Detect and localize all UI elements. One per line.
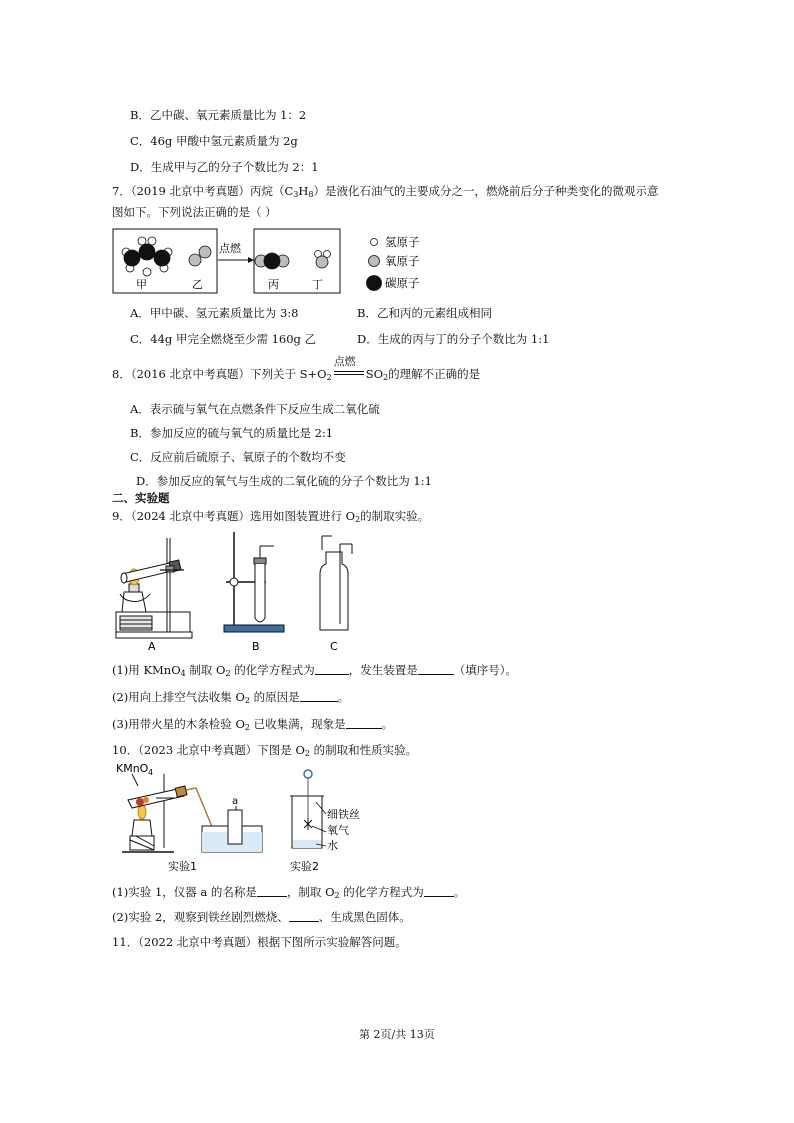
q9-part2: (2)用向上排空气法收集 $O_2$ 的原因是 。 — [112, 690, 350, 705]
q7-option-d: D．生成的丙与丁的分子个数比为 1:1 — [357, 332, 550, 346]
q10-apparatus — [112, 760, 372, 880]
q7-option-a: A．甲中碳、氢元素质量比为 3:8 — [130, 306, 299, 320]
water-molecule — [315, 251, 331, 269]
q6-option-b: B．乙中碳、氧元素质量比为 1：2 — [130, 108, 307, 122]
answer-blank[interactable] — [300, 690, 338, 702]
q10-stem: 10．（2023 北京中考真题）下图是 $O_2$ 的制取和性质实验。 — [112, 743, 418, 758]
experiment-2 — [290, 770, 326, 848]
label-iron-wire: 细铁丝 — [327, 808, 360, 821]
kmno4-label: KMnO — [116, 762, 149, 775]
apparatus-b — [224, 532, 284, 632]
q6-option-c: C．46g 甲酸中氢元素质量为 2g — [130, 134, 298, 148]
q8-option-a: A．表示硫与氧气在点燃条件下反应生成二氧化硫 — [130, 402, 380, 416]
q7-option-b: B．乙和丙的元素组成相同 — [357, 306, 492, 320]
arrow-icon — [248, 257, 254, 263]
legend — [367, 239, 382, 291]
answer-blank[interactable] — [315, 663, 349, 675]
section-title: 二、实验题 — [112, 491, 170, 505]
q10-part1: (1)实验 1，仪器 a 的名称是 ，制取 $O_2$ 的化学方程式为 。 — [112, 885, 466, 900]
q8-option-d: D．参加反应的氧气与生成的二氧化硫的分子个数比为 1:1 — [136, 474, 432, 488]
answer-blank[interactable] — [424, 885, 454, 897]
legend-hydrogen: 氢原子 — [385, 235, 420, 249]
label-ding: 丁 — [312, 278, 323, 291]
q7-stem-line1: 7．（2019 北京中考真题）丙烷$(C_3H_8)$是液化石油气的主要成分之一，燃烧前后分子种类变化的微观示意 — [112, 184, 659, 199]
q8-stem: 8．（2016 北京中考真题）下列关于 $S+O_2$ 点燃 $SO_2$的理解不正确的是 — [112, 355, 481, 382]
label-oxygen: 氧气 — [327, 824, 349, 837]
label-jia: 甲 — [136, 278, 147, 291]
q8-option-b: B．参加反应的硫与氧气的质量比是 2:1 — [130, 426, 334, 440]
kmno4-sub: 4 — [148, 768, 154, 777]
answer-blank[interactable] — [289, 910, 319, 922]
label-bing: 丙 — [268, 278, 279, 291]
arrow-condition: 点燃 — [219, 242, 241, 255]
label-exp1: 实验1 — [168, 860, 197, 873]
q6-option-d: D．生成甲与乙的分子个数比为 2：1 — [130, 160, 319, 174]
q9-apparatus — [112, 530, 372, 655]
apparatus-a — [116, 538, 192, 638]
experiment-1 — [122, 774, 262, 852]
q7-option-c: C．44g 甲完全燃烧至少需 160g 乙 — [130, 332, 317, 346]
label-a: A — [148, 640, 156, 653]
reaction-condition: 点燃 — [332, 367, 366, 381]
q7-stem-line2: 图如下。下列说法正确的是（ ） — [112, 205, 277, 219]
q7-micro-diagram — [112, 228, 462, 296]
label-b: B — [252, 640, 260, 653]
page-number: 第 2页/共 13页 — [359, 1028, 435, 1041]
hydrogen-atom-icon — [371, 239, 378, 246]
label-yi: 乙 — [192, 278, 203, 291]
answer-blank[interactable] — [346, 717, 382, 729]
apparatus-c — [320, 536, 352, 630]
label-instrument-a: a — [232, 796, 239, 807]
oxygen-molecule — [189, 246, 211, 266]
carbon-atom-icon — [367, 276, 382, 291]
oxygen-atom-icon — [369, 256, 380, 267]
answer-blank[interactable] — [418, 663, 454, 675]
co2-molecule — [255, 253, 289, 269]
q9-stem: 9．（2024 北京中考真题）选用如图装置进行 $O_2$的制取实验。 — [112, 509, 430, 524]
label-exp2: 实验2 — [290, 860, 319, 873]
legend-carbon: 碳原子 — [385, 276, 420, 290]
q9-part1: (1)用 KMnO$_4$ 制取 $O_2$ 的化学方程式为 ，发生装置是 （填序号）。 — [112, 663, 517, 678]
legend-oxygen: 氧原子 — [385, 254, 420, 268]
label-water: 水 — [327, 839, 338, 852]
label-c: C — [330, 640, 338, 653]
q10-part2: (2)实验 2，观察到铁丝剧烈燃烧、 、生成黑色固体。 — [112, 910, 411, 924]
q9-part3: (3)用带火星的木条检验 $O_2$ 已收集满，现象是 。 — [112, 717, 394, 732]
q11-stem: 11．（2022 北京中考真题）根据下图所示实验解答问题。 — [112, 935, 407, 949]
answer-blank[interactable] — [257, 885, 287, 897]
q8-option-c: C．反应前后硫原子、氧原子的个数均不变 — [130, 450, 346, 464]
propane-molecule — [122, 237, 172, 276]
